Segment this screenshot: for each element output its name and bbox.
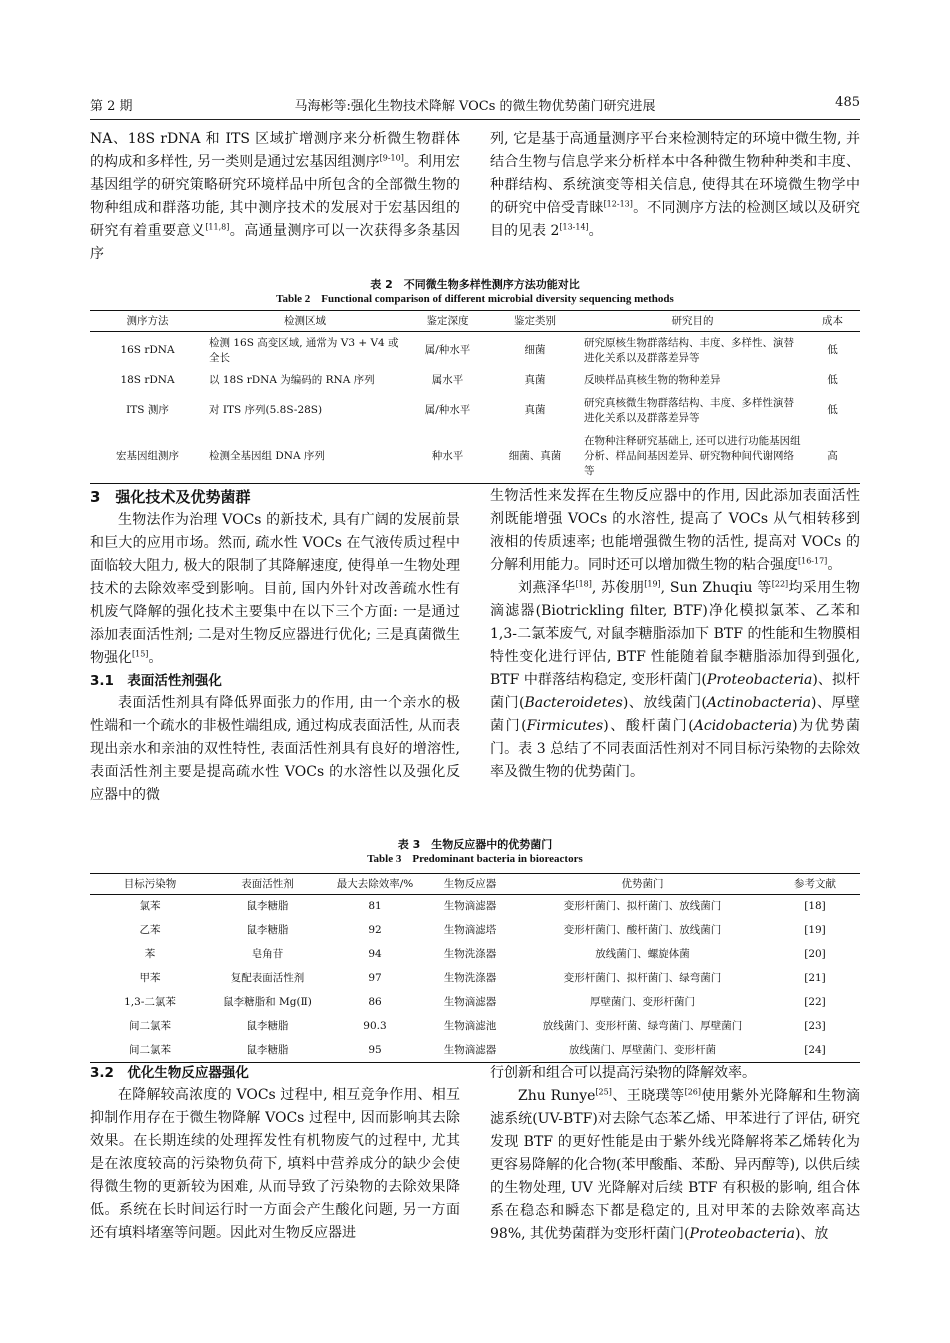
table-cell: 细菌 bbox=[524, 344, 546, 357]
subsection-heading: 3.2 优化生物反应器强化 bbox=[90, 1065, 249, 1081]
table-cell: 真菌 bbox=[524, 404, 546, 416]
citation: [26] bbox=[684, 1087, 702, 1097]
table-cell: 低 bbox=[827, 344, 838, 357]
paragraph: 在降解较高浓度的 VOCs 过程中, 相互竞争作用、相互抑制作用存在于微生物降解 VOCs 过程中, 因而影响其去除效果。在长期连续的处理挥发性有机物废气的过程中, 尤其是在浓度较高的污染物负荷下, 填料中营养成分的缺少会使得微生物的更新较为困难, 从而导致了污染物的去除效果降低。系统在长时间运行时一方面会产生酸化问题, 另一方面还有填料堵塞等问题。因此对生物反应器进 bbox=[90, 1087, 460, 1241]
table-cell: 生物滴滤器 bbox=[443, 996, 497, 1008]
table-cell: 97 bbox=[368, 972, 382, 984]
taxon-name: Actinobacteria bbox=[706, 695, 811, 711]
column-header: 鉴定深度 bbox=[405, 311, 490, 332]
table-cell: 对 ITS 序列(5.8S-28S) bbox=[209, 404, 323, 416]
text-span: 。不同测序方法的检测区域以及研究目的见表 2 bbox=[490, 200, 860, 239]
table-cell: 氯苯 bbox=[139, 900, 161, 913]
table-cell: 变形杆菌门、拟杆菌门、绿弯菌门 bbox=[563, 972, 722, 984]
text-span: 刘燕泽华 bbox=[518, 580, 576, 596]
table2 bbox=[90, 310, 860, 484]
column-header: 测序方法 bbox=[90, 311, 205, 332]
table-cell: 属/种水平 bbox=[424, 404, 471, 416]
table-cell: 鼠李糖脂和 Mg(Ⅱ) bbox=[223, 996, 312, 1008]
table-cell: 间二氯苯 bbox=[129, 1020, 171, 1032]
table-cell: 生物滴滤器 bbox=[443, 900, 497, 913]
table-row bbox=[90, 1015, 860, 1039]
table-cell: 高 bbox=[805, 430, 860, 484]
table-cell: 变形杆菌门、拟杆菌门、放线菌门 bbox=[563, 900, 722, 913]
paragraph bbox=[490, 577, 860, 784]
citation: [12-13] bbox=[603, 199, 633, 209]
paragraph bbox=[490, 1085, 860, 1246]
text-span: 列, 它是基于高通量测序平台来检测特定的环境中微生物, 并结合生物与信息学来分析样本中各种微生物种种类和丰度、种群结构、系统演变等相关信息, 使得其在环境微生物学中的研究中倍受青睐 bbox=[490, 131, 860, 216]
table-cell: 生物洗涤器 bbox=[443, 972, 497, 984]
text-span: 使用紫外光降解和生物滴滤系统(UV-BTF)对去除气态苯乙烯、甲苯进行了评估, 研究发现 BTF 的更好性能是由于紫外线光降解将苯乙烯转化为更容易降解的化合物(苯甲酸酯、苯酚、异丙醇等), 以供后续的生物处理, UV 光降解对后续 BTF 有积极的影响, 组合体系在稳态和瞬态下都是稳定的, 且对甲苯的去除效率高达 98%, 其优势菌群为变形杆菌门( bbox=[490, 1088, 861, 1242]
paragraph bbox=[90, 509, 460, 670]
citation: [15] bbox=[132, 649, 149, 659]
text-span: 。高通量测序可以一次获得多条基因序 bbox=[90, 223, 460, 262]
citation: [19] bbox=[644, 579, 661, 589]
paragraph bbox=[490, 128, 860, 243]
text-span: 生物活性来发挥在生物反应器中的作用, 因此添加表面活性剂既能增强 VOCs 的水溶性, 提高了 VOCs 从气相转移到液相的传质速率; 也能增强微生物的活性, 提高对 VOCs 的分解利用能力。同时还可以增加微生物的粘合强度 bbox=[490, 488, 860, 573]
top-right-column bbox=[490, 128, 860, 243]
table-cell: 生物滴滤器 bbox=[425, 1039, 515, 1063]
table-cell: 反映样品真核生物的物种差异 bbox=[584, 374, 721, 386]
text-span: 。 bbox=[588, 223, 603, 239]
text-span: )、放 bbox=[794, 1226, 829, 1242]
running-title: 马海彬等:强化生物技术降解 VOCs 的微生物优势菌门研究进展 bbox=[294, 99, 656, 114]
taxon-name: Proteobacteria bbox=[689, 1226, 795, 1242]
table-cell: 研究真核微生物群落结构、丰度、多样性演替进化关系以及群落差异等 bbox=[584, 396, 794, 424]
column-header: 研究目的 bbox=[580, 311, 805, 332]
table-row bbox=[90, 943, 860, 967]
table-cell: 检测全基因组 DNA 序列 bbox=[205, 430, 405, 484]
table-cell: 94 bbox=[368, 948, 382, 960]
table2-caption bbox=[90, 278, 860, 306]
table3 bbox=[90, 873, 860, 1063]
table-cell: 甲苯 bbox=[139, 972, 161, 984]
taxon-name: Proteobacteria bbox=[706, 672, 813, 688]
running-header bbox=[90, 95, 860, 117]
table-cell: 81 bbox=[368, 900, 382, 913]
table-cell: 复配表面活性剂 bbox=[230, 972, 305, 984]
text-span: )、厚壁菌门( bbox=[490, 695, 860, 734]
table-row bbox=[90, 370, 860, 392]
table-cell: [20] bbox=[804, 948, 826, 960]
table-row bbox=[90, 991, 860, 1015]
page-number: 485 bbox=[835, 95, 860, 110]
text-span: 、王晓璞等 bbox=[611, 1088, 685, 1104]
paragraph bbox=[490, 485, 860, 577]
section-heading: 3 强化技术及优势菌群 bbox=[90, 488, 251, 506]
table-cell: ITS 测序 bbox=[126, 404, 169, 416]
citation: [9-10] bbox=[379, 153, 404, 163]
table-cell: 苯 bbox=[144, 948, 156, 960]
table-cell: 真菌 bbox=[524, 374, 546, 386]
table-cell: 95 bbox=[325, 1039, 425, 1063]
bottom-left-column bbox=[90, 1062, 460, 1245]
table-cell: 变形杆菌门、酸杆菌门、放线菌门 bbox=[563, 924, 722, 936]
column-header: 最大去除效率/% bbox=[325, 874, 425, 895]
table-cell: [23] bbox=[804, 1020, 826, 1032]
column-header: 优势菌门 bbox=[515, 874, 770, 895]
table-cell: 鼠李糖脂 bbox=[210, 1039, 325, 1063]
table-cell: [18] bbox=[804, 900, 826, 913]
table-cell: 低 bbox=[827, 404, 838, 416]
table-cell: [19] bbox=[804, 924, 826, 936]
table-cell: 18S rDNA bbox=[120, 374, 175, 386]
mid-right-column bbox=[490, 485, 860, 784]
table3-title-cn: 表 3 生物反应器中的优势菌门 bbox=[397, 838, 553, 851]
text-span: )为优势菌门。表 3 总结了不同表面活性剂对不同目标污染物的去除效率及微生物的优势菌门。 bbox=[490, 718, 860, 780]
column-header: 鉴定类别 bbox=[490, 311, 580, 332]
table-cell: 乙苯 bbox=[139, 924, 161, 936]
table-cell: [21] bbox=[804, 972, 826, 984]
text-span: 。利用宏基因组学的研究策略研究环境样品中所包含的全部微生物的物种组成和群落功能, 其中测序技术的发展对于宏基因组的研究有着重要意义 bbox=[90, 154, 460, 239]
text-span: )、酸杆菌门( bbox=[603, 718, 694, 734]
table-header-row bbox=[90, 311, 860, 332]
table-header-row bbox=[90, 874, 860, 895]
table3-title-en: Table 3 Predominant bacteria in bioreactors bbox=[367, 853, 583, 865]
table-cell: 鼠李糖脂 bbox=[246, 924, 289, 936]
mid-left-column bbox=[90, 485, 460, 807]
column-header: 生物反应器 bbox=[425, 874, 515, 895]
table-cell: 放线菌门、厚壁菌门、变形杆菌 bbox=[515, 1039, 770, 1063]
column-header: 参考文献 bbox=[770, 874, 860, 895]
paragraph: 表面活性剂具有降低界面张力的作用, 由一个亲水的极性端和一个疏水的非极性端组成, 通过构成表面活性, 从而表现出亲水和亲油的双性特性, 表面活性剂具有良好的增溶性, 表面活性剂主要是提高疏水性 VOCs 的水溶性以及强化反应器中的微 bbox=[90, 695, 460, 803]
text-span: Zhu Runye bbox=[518, 1088, 596, 1104]
citation: [22] bbox=[771, 579, 789, 589]
table-row bbox=[90, 1039, 860, 1063]
table-cell: 检测 16S 高变区域, 通常为 V3 + V4 或全长 bbox=[209, 336, 399, 364]
table-row bbox=[90, 967, 860, 991]
table-cell: 生物滴滤塔 bbox=[443, 924, 497, 936]
column-header: 目标污染物 bbox=[90, 874, 210, 895]
issue-label: 第 2 期 bbox=[90, 99, 133, 114]
citation: [13-14] bbox=[559, 222, 589, 232]
table-row bbox=[90, 919, 860, 943]
table-row bbox=[90, 392, 860, 430]
table-cell: 1,3-二氯苯 bbox=[124, 996, 176, 1008]
column-header: 成本 bbox=[805, 311, 860, 332]
text-span: )、放线菌门( bbox=[622, 695, 707, 711]
text-span: 。 bbox=[148, 650, 163, 666]
table-cell: 鼠李糖脂 bbox=[246, 900, 289, 913]
table-cell: 16S rDNA bbox=[120, 344, 175, 357]
table-row bbox=[90, 332, 860, 370]
table-cell: 厚壁菌门、变形杆菌门 bbox=[590, 996, 695, 1008]
taxon-name: Bacteroidetes bbox=[524, 695, 623, 711]
table-row bbox=[90, 895, 860, 919]
table-cell: 90.3 bbox=[363, 1020, 387, 1032]
column-header: 表面活性剂 bbox=[210, 874, 325, 895]
table-cell: 86 bbox=[368, 996, 382, 1008]
table2-title-cn: 表 2 不同微生物多样性测序方法功能对比 bbox=[370, 278, 580, 291]
top-left-column bbox=[90, 128, 460, 266]
table-row bbox=[90, 430, 860, 484]
table-cell: 生物滴滤池 bbox=[443, 1020, 497, 1032]
table-cell: [24] bbox=[770, 1039, 860, 1063]
text-span: 生物法作为治理 VOCs 的新技术, 具有广阔的发展前景和巨大的应用市场。然而, 疏水性 VOCs 在气液传质过程中面临较大阻力, 极大的限制了其降解速度, 使得单一生物处理技术的去除效率受到影响。目前, 国内外针对改善疏水性有机废气降解的强化技术主要集中在以下三个方面: 一是通过添加表面活性剂; 二是对生物反应器进行优化; 三是真菌微生物强化 bbox=[90, 512, 460, 666]
subsection-heading: 3.1 表面活性剂强化 bbox=[90, 673, 222, 689]
table-cell: 鼠李糖脂 bbox=[246, 1020, 289, 1032]
citation: [11,8] bbox=[205, 222, 230, 232]
table-cell: 研究原核生物群落结构、丰度、多样性、演替进化关系以及群落差异等 bbox=[584, 336, 794, 364]
table-cell: 放线菌门、螺旋体菌 bbox=[595, 948, 690, 960]
column-header: 检测区域 bbox=[205, 311, 405, 332]
paragraph bbox=[90, 128, 460, 266]
table-cell: 属/种水平 bbox=[424, 344, 471, 357]
table-cell: 种水平 bbox=[405, 430, 490, 484]
table-cell: 低 bbox=[827, 374, 838, 386]
table-cell: 在物种注释研究基础上, 还可以进行功能基因组分析、样品间基因差异、研究物种间代谢网络等 bbox=[580, 430, 805, 484]
text-span: NA、18S rDNA 和 ITS 区域扩增测序来分析微生物群体的构成和多样性, 另一类则是通过宏基因组测序 bbox=[90, 131, 460, 170]
table-cell: 放线菌门、变形杆菌、绿弯菌门、厚壁菌门 bbox=[542, 1020, 743, 1032]
table-cell: 宏基因组测序 bbox=[90, 430, 205, 484]
table-cell: 以 18S rDNA 为编码的 RNA 序列 bbox=[209, 374, 375, 386]
text-span: , Sun Zhuqiu 等 bbox=[660, 580, 772, 596]
citation: [18] bbox=[575, 579, 592, 589]
text-span: 。 bbox=[827, 557, 842, 573]
table-cell: [22] bbox=[804, 996, 826, 1008]
taxon-name: Acidobacteria bbox=[693, 718, 793, 734]
text-span: , 苏俊朋 bbox=[591, 580, 645, 596]
text-span: 均采用生物滴滤器(Biotrickling filter, BTF)净化模拟氯苯、乙苯和 1,3-二氯苯废气, 对鼠李糖脂添加下 BTF 的性能和生物膜相特性变化进行评估, BTF 性能随着鼠李糖脂添加得到强化, BTF 中群落结构稳定, 变形杆菌门( bbox=[490, 580, 860, 688]
bottom-right-column bbox=[490, 1062, 860, 1246]
taxon-name: Firmicutes bbox=[526, 718, 604, 734]
table-cell: 92 bbox=[368, 924, 382, 936]
table-cell: 属水平 bbox=[431, 374, 464, 386]
citation: [16-17] bbox=[798, 556, 828, 566]
table-cell: 细菌、真菌 bbox=[490, 430, 580, 484]
paragraph: 行创新和组合可以提高污染物的降解效率。 bbox=[490, 1065, 756, 1081]
table3-caption bbox=[90, 838, 860, 866]
table-cell: 间二氯苯 bbox=[90, 1039, 210, 1063]
citation: [25] bbox=[595, 1087, 612, 1097]
table-cell: 皂角苷 bbox=[251, 948, 284, 960]
table-cell: 生物洗涤器 bbox=[443, 948, 497, 960]
header-rule bbox=[90, 119, 860, 120]
text-span: )、拟杆菌门( bbox=[490, 672, 860, 711]
table2-title-en: Table 2 Functional comparison of different microbial diversity sequencing methods bbox=[276, 293, 674, 305]
